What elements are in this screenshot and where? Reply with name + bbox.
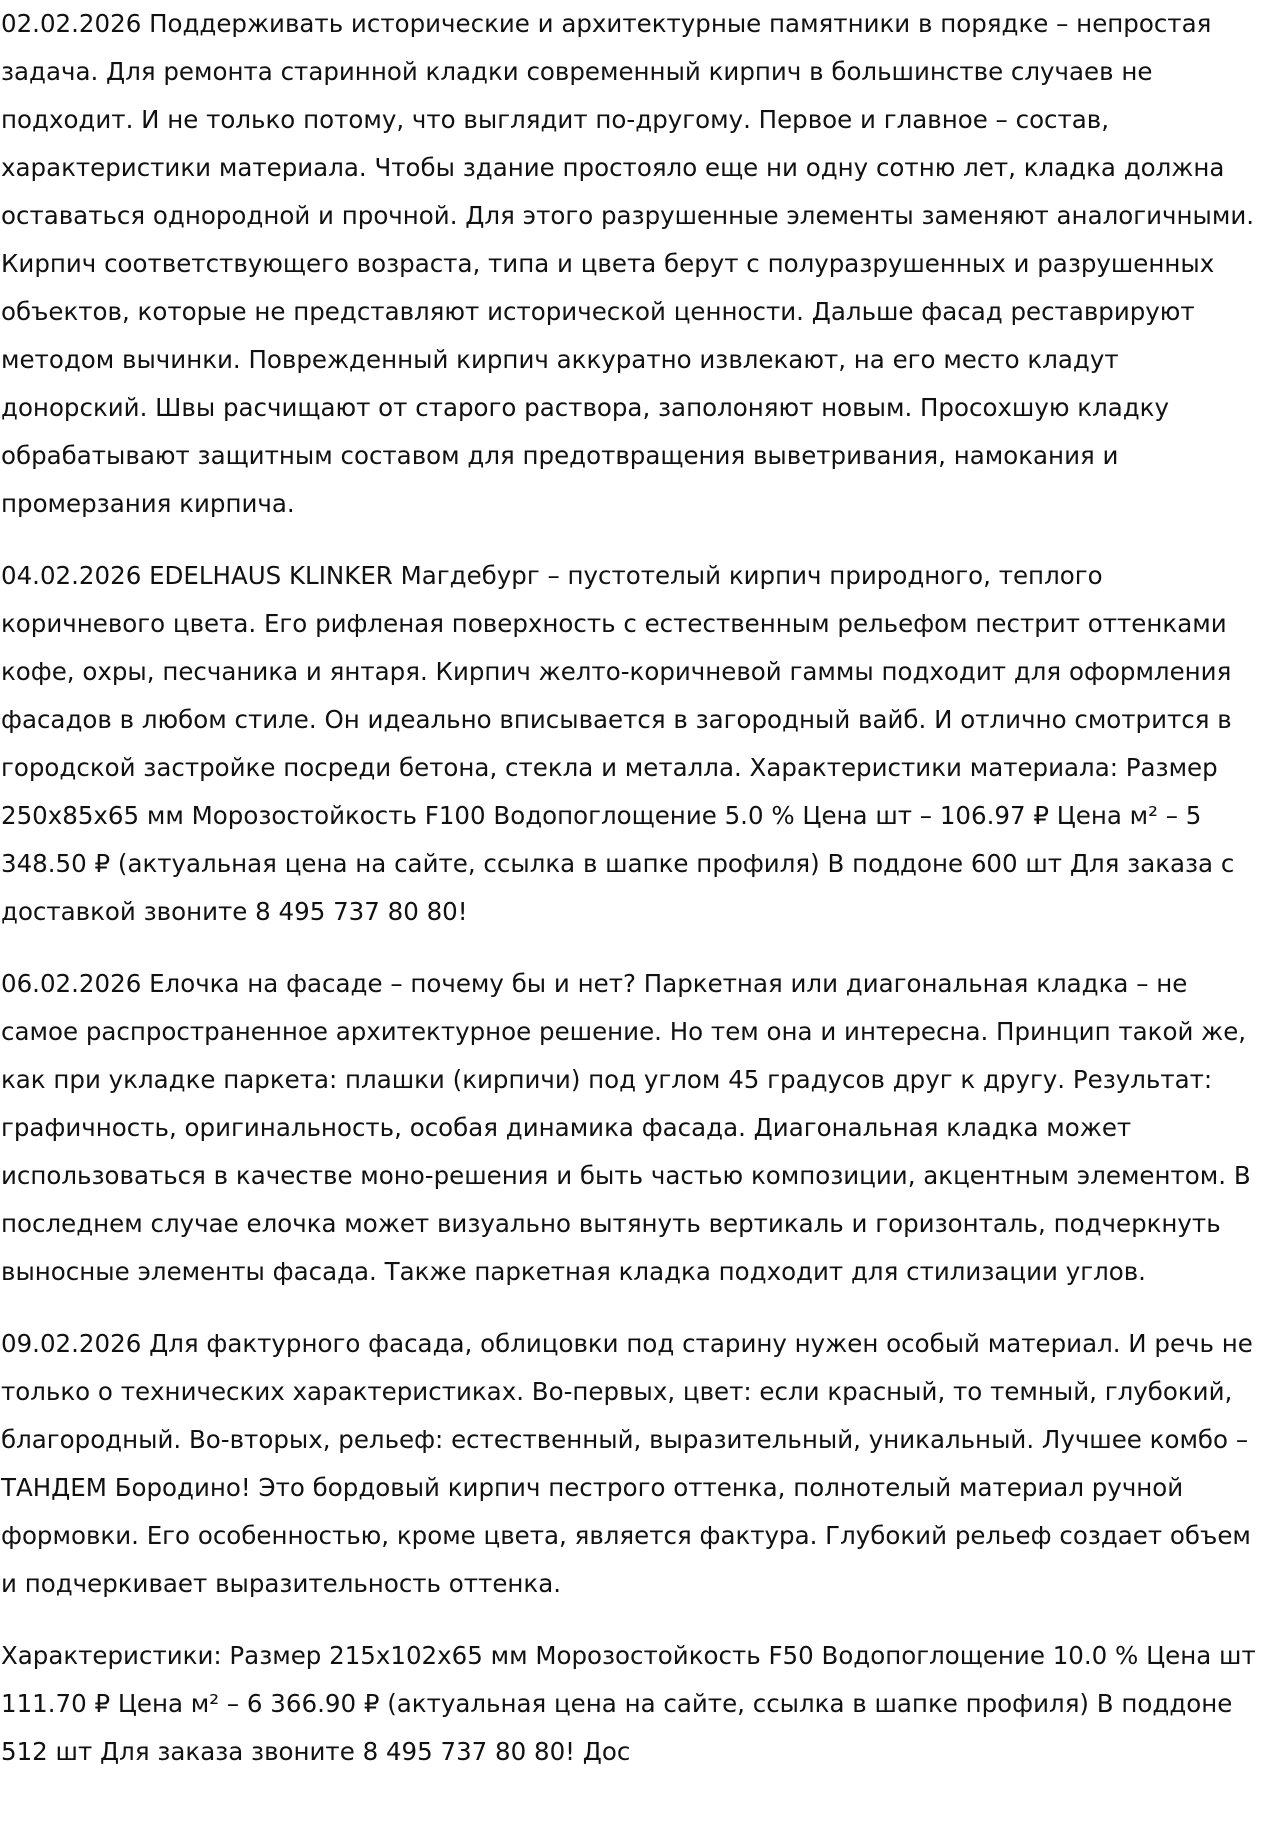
post-paragraph: 06.02.2026 Елочка на фасаде – почему бы и нет? Паркетная или диагональная кладка – не самое распространенное архитектурное решение. Но тем она и интересна. Принцип такой же, как при укладке паркета: плашки (кирпичи) под углом 45 градусов друг к другу. Результат: графичность, оригинальность, особая динамика фасада. Диагональная кладка может использоваться в качестве моно-решения и быть частью композиции, акцентным элементом. В последнем случае елочка может визуально вытянуть вертикаль и горизонталь, подчеркнуть выносные элементы фасада. Также паркетная кладка подходит для стилизации углов. xyxy=(1,969,1251,1286)
post-paragraph: 02.02.2026 Поддерживать исторические и архитектурные памятники в порядке – непростая задача. Для ремонта старинной кладки современный кирпич в большинстве случаев не подходит. И не только потому, что выглядит по-другому. Первое и главное – состав, характеристики материала. Чтобы здание простояло еще ни одну сотню лет, кладка должна оставаться однородной и прочной. Для этого разрушенные элементы заменяют аналогичными. Кирпич соответствующего возраста, типа и цвета берут с полуразрушенных и разрушенных объектов, которые не представляют исторической ценности. Дальше фасад реставрируют методом вычинки. Поврежденный кирпич аккуратно извлекают, на его место кладут донорский. Швы расчищают от старого раствора, заполоняют новым. Просохшую кладку обрабатывают защитным составом для предотвращения выветривания, намокания и промерзания кирпича. xyxy=(1,9,1255,518)
post-paragraph: 09.02.2026 Для фактурного фасада, облицовки под старину нужен особый материал. И речь не только о технических характеристиках. Во-первых, цвет: если красный, то темный, глубокий, благородный. Во-вторых, рельеф: естественный, выразительный, уникальный. Лучшее комбо – ТАНДЕМ Бородино! Это бордовый кирпич пестрого оттенка, полнотелый материал ручной формовки. Его особенностью, кроме цвета, является фактура. Глубокий рельеф создает объем и подчеркивает выразительность оттенка. xyxy=(1,1329,1253,1598)
post-paragraph: Характеристики: Размер 215x102x65 мм Морозостойкость F50 Водопоглощение 10.0 % Цена шт 111.70 ₽ Цена м² – 6 366.90 ₽ (актуальная цена на сайте, ссылка в шапке профиля) В поддоне 512 шт Для заказа звоните 8 495 737 80 80! Дос xyxy=(1,1641,1256,1766)
post-paragraph: 04.02.2026 EDELHAUS KLINKER Магдебург – пустотелый кирпич природного, теплого коричневого цвета. Его рифленая поверхность с естественным рельефом пестрит оттенками кофе, охры, песчаника и янтаря. Кирпич желто-коричневой гаммы подходит для оформления фасадов в любом стиле. Он идеально вписывается в загородный вайб. И отлично смотрится в городской застройке посреди бетона, стекла и металла. Характеристики материала: Размер 250x85x65 мм Морозостойкость F100 Водопоглощение 5.0 % Цена шт – 106.97 ₽ Цена м² – 5 348.50 ₽ (актуальная цена на сайте, ссылка в шапке профиля) В поддоне 600 шт Для заказа с доставкой звоните 8 495 737 80 80! xyxy=(1,561,1235,926)
